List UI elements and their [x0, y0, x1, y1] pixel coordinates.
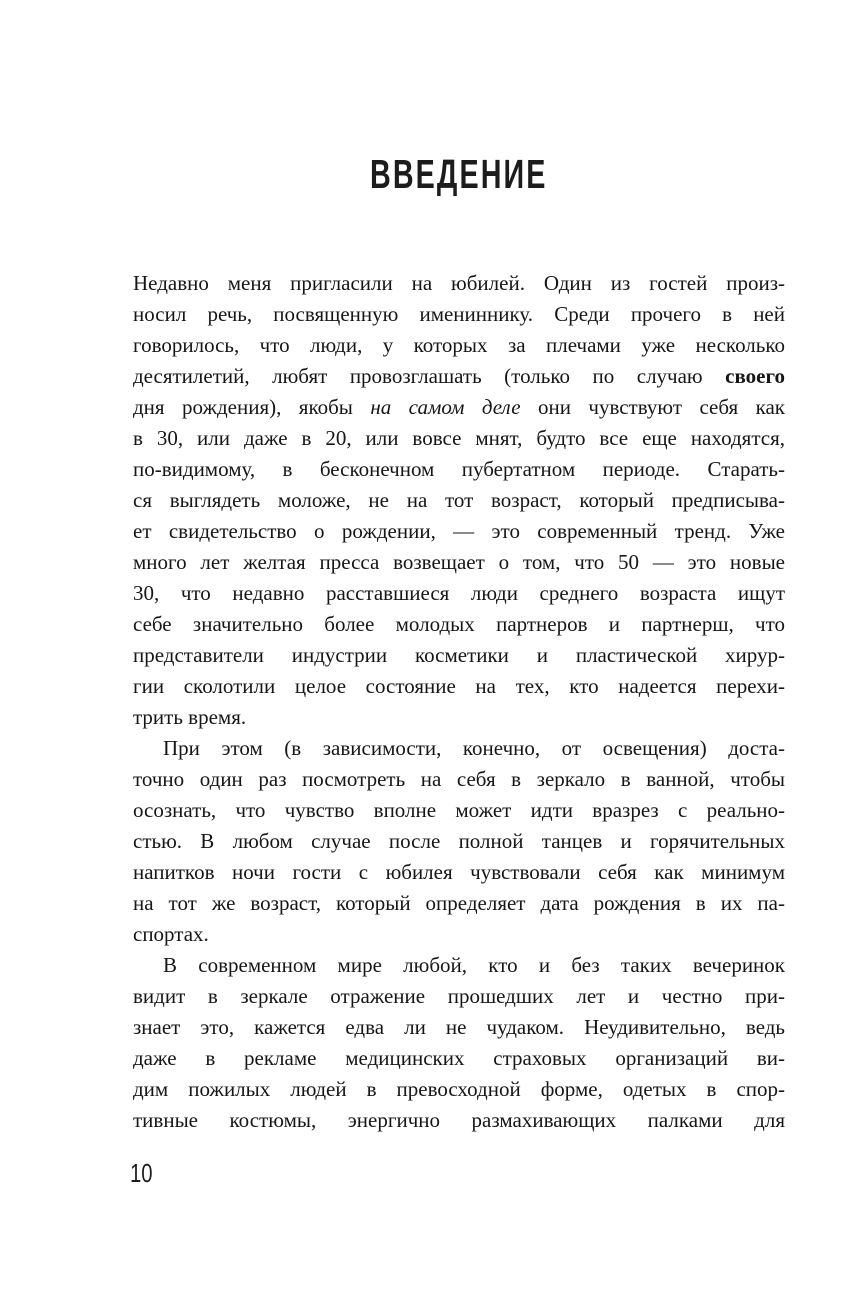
- text-line: стью. В любом случае после полной танцев и горячительных: [133, 829, 785, 853]
- text-line: знает это, кажется едва ли не чудаком. Неудивительно, ведь: [133, 1015, 785, 1039]
- text-line: видит в зеркале отражение прошедших лет и честно при-: [133, 984, 785, 1008]
- chapter-title-text: ВВЕДЕНИЕ: [370, 151, 548, 197]
- text-line: трить время.: [133, 705, 247, 729]
- text-line: напитков ночи гости с юбилея чувствовали себя как минимум: [133, 860, 785, 884]
- text-line: Недавно меня пригласили на юбилей. Один из гостей произ-: [133, 271, 785, 295]
- text-line: тивные костюмы, энергично размахивающих палками для: [133, 1108, 785, 1132]
- text-line: спортах.: [133, 922, 209, 946]
- text-line: точно один раз посмотреть на себя в зеркало в ванной, чтобы: [133, 767, 785, 791]
- text-line: даже в рекламе медицинских страховых организаций ви-: [133, 1046, 785, 1070]
- text-line: осознать, что чувство вполне может идти вразрез с реально-: [133, 798, 785, 822]
- text-line: ся выглядеть моложе, не на тот возраст, который предписыва-: [133, 488, 785, 512]
- text-line: в 30, или даже в 20, или вовсе мнят, будто все еще находятся,: [133, 426, 785, 450]
- text-line: При этом (в зависимости, конечно, от освещения) доста-: [163, 736, 785, 760]
- chapter-title: [133, 150, 785, 198]
- text-line: десятилетий, любят провозглашать (только по случаю своего: [133, 364, 785, 388]
- text-line: В современном мире любой, кто и без таких вечеринок: [163, 953, 785, 977]
- page-number-text: 10: [130, 1158, 153, 1188]
- text-line: на тот же возраст, который определяет дата рождения в их па-: [133, 891, 785, 915]
- text-line: много лет желтая пресса возвещает о том, что 50 — это новые: [133, 550, 785, 574]
- page-number: [130, 1158, 159, 1188]
- text-line: ет свидетельство о рождении, — это современный тренд. Уже: [133, 519, 785, 543]
- text-line: дим пожилых людей в превосходной форме, одетых в спор-: [133, 1077, 785, 1101]
- text-line: себе значительно более молодых партнеров и партнерш, что: [133, 612, 785, 636]
- text-line: носил речь, посвященную имениннику. Среди прочего в ней: [133, 302, 785, 326]
- text-line: представители индустрии косметики и пластической хирур-: [133, 643, 785, 667]
- text-line: 30, что недавно расставшиеся люди среднего возраста ищут: [133, 581, 785, 605]
- text-line: гии сколотили целое состояние на тех, кто надеется перехи-: [133, 674, 785, 698]
- text-line: по-видимому, в бесконечном пубертатном периоде. Старать-: [133, 457, 785, 481]
- text-line: говорилось, что люди, у которых за плечами уже несколько: [133, 333, 785, 357]
- body-text: [133, 268, 785, 1136]
- text-line: дня рождения), якобы на самом деле они чувствуют себя как: [133, 395, 785, 419]
